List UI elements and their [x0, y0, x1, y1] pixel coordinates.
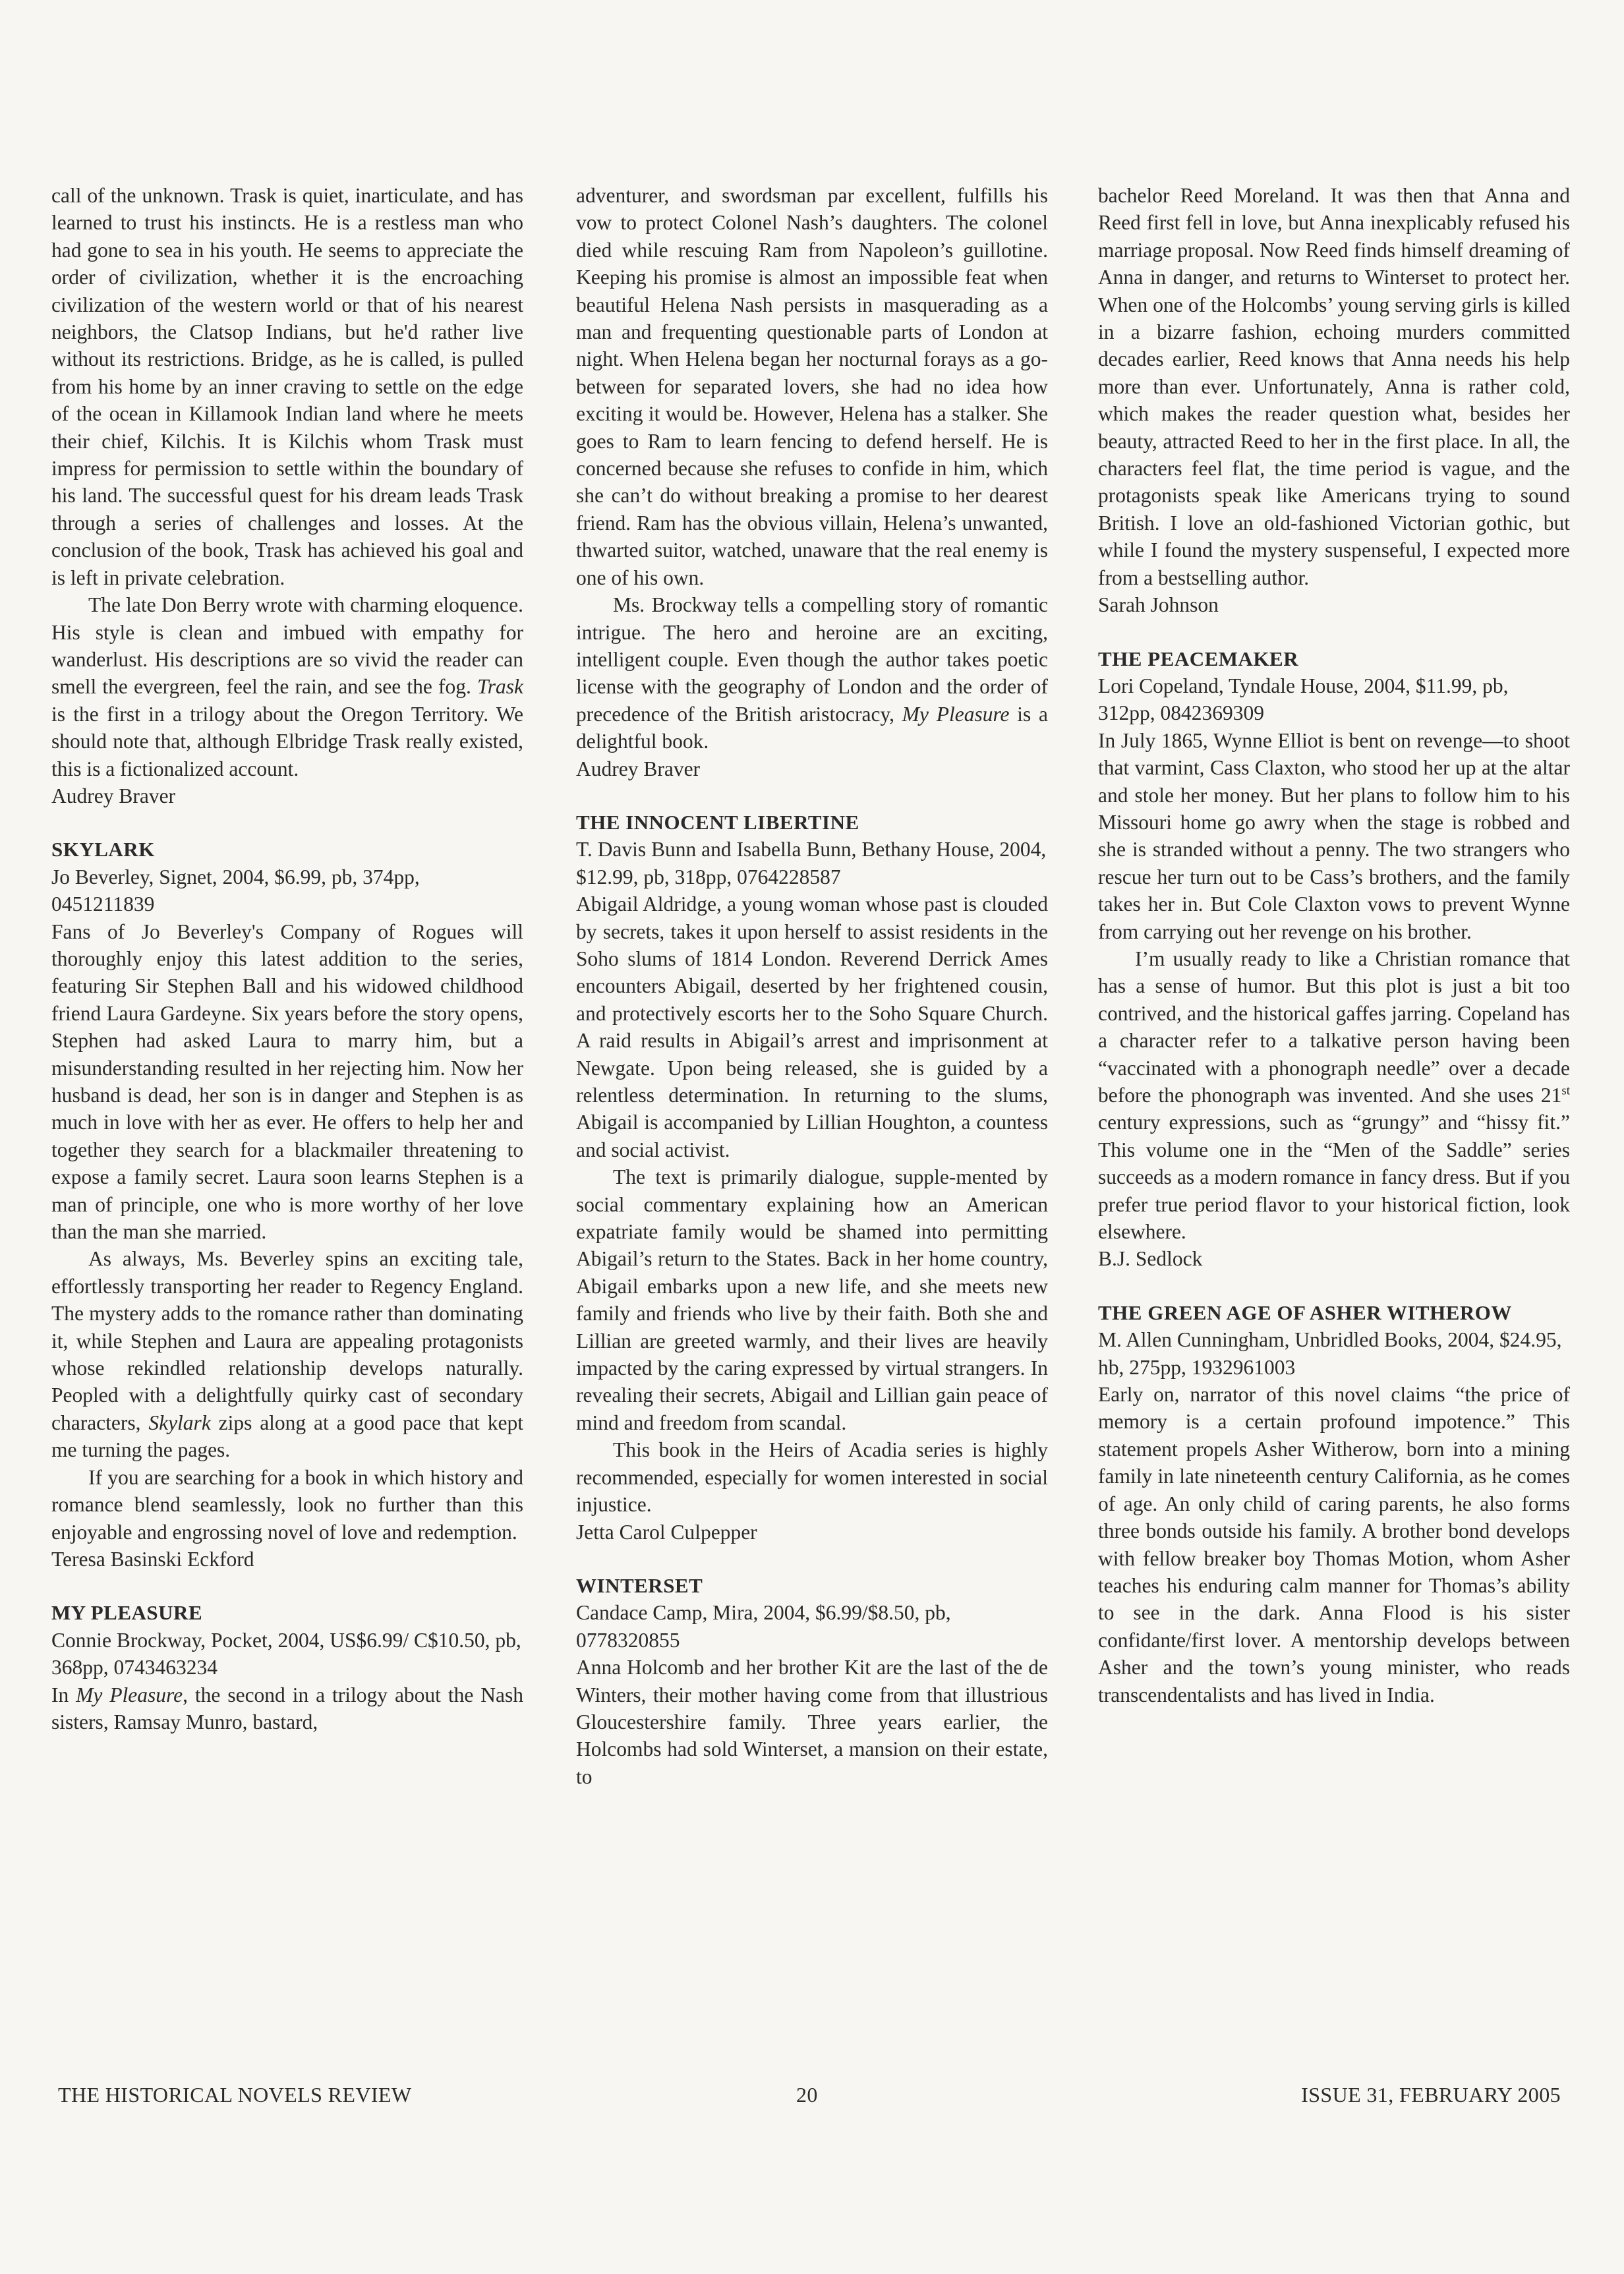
review-paragraph: adventurer, and swordsman par excellent, fulfills his vow to protect Colonel Nash’s daughters. The colonel died while rescuing Ram from Napoleon’s guillotine. Keeping his promise is almost an impossible feat when beautiful Helena Nash persists in masquerading as a man and frequenting questionable parts of London at night. When Helena began her nocturnal forays as a go-between for separated lovers, she had no idea how exciting it would be. However, Helena has a stalker. She goes to Ram to learn fencing to defend herself. He is concerned because she refuses to confide in him, which she can’t do without breaking a promise to her dearest friend. Ram has the obvious villain, Helena’s unwanted, thwarted suitor, watched, unaware that the real enemy is one of his own. — [576, 184, 1048, 589]
review-paragraph: Ms. Brockway tells a compelling story of romantic intrigue. The hero and heroine are an exciting, intelligent couple. Even though the author takes poetic license with the geography of London and the order of precedence of the British aristocracy, My Pleasure is a delightful book. — [576, 593, 1049, 753]
bibliographic-details: Candace Camp, Mira, 2004, $6.99/$8.50, pb, 0778320855 — [576, 1601, 951, 1652]
reviewer-name: B.J. Sedlock — [1098, 1247, 1203, 1271]
column-3 — [1098, 182, 1570, 1708]
footer-issue-date: ISSUE 31, FEBRUARY 2005 — [1301, 2083, 1561, 2107]
review-paragraph: Early on, narrator of this novel claims “the price of memory is a certain profound impotence.” This statement propels Asher Witherow, born into a mining family in late nineteenth century California, as he comes of age. An only child of caring parents, he also forms three bonds outside his family. A brother bond develops with fellow breaker boy Thomas Motion, whom Asher teaches his enduring calm manner for Thomas’s ability to see in the dark. Anna Flood is his sister confidante/first lover. A mentorship develops between Asher and the town’s young minister, who reads transcendentalists and has lived in India. — [1098, 1383, 1570, 1706]
bibliographic-details: M. Allen Cunningham, Unbridled Books, 2004, $24.95, hb, 275pp, 1932961003 — [1098, 1328, 1562, 1379]
review-paragraph: bachelor Reed Moreland. It was then that Anna and Reed first fell in love, but Anna inexplicably refused his marriage proposal. Now Reed finds himself dreaming of Anna in danger, and returns to Winterset to protect her. When one of the Holcombs’ young serving girls is killed in a bizarre fashion, echoing murders committed decades earlier, Reed knows that Anna needs his help more than ever. Unfortunately, Anna is rather cold, which makes the reader question what, besides her beauty, attracted Reed to her in the first place. In all, the characters feel flat, the time period is vague, and the protagonists speak like Americans trying to sound British. I love an old-fashioned Victorian gothic, but while I found the mystery suspenseful, I expected more from a bestselling author. — [1098, 184, 1570, 589]
bibliographic-details: Jo Beverley, Signet, 2004, $6.99, pb, 374pp, 0451211839 — [51, 865, 420, 916]
bibliographic-details: Lori Copeland, Tyndale House, 2004, $11.99, pb, 312pp, 0842369309 — [1098, 674, 1509, 725]
review-paragraph: Abigail Aldridge, a young woman whose past is clouded by secrets, takes it upon herself to assist residents in the Soho slums of 1814 London. Reverend Derrick Ames encounters Abigail, deserted by her frightened cousin, and protectively escorts her to the Soho Square Church. A raid results in Abigail’s arrest and imprisonment at Newgate. Upon being released, she is guided by a relentless determination. In returning to the slums, Abigail is accompanied by Lillian Houghton, a countess and social activist. — [576, 892, 1048, 1161]
reviewer-name: Sarah Johnson — [1098, 593, 1219, 617]
review-paragraph: The late Don Berry wrote with charming eloquence. His style is clean and imbued with empathy for wanderlust. His descriptions are so vivid the reader can smell the evergreen, feel the rain, and see the fog. Trask is the first in a trilogy about the Oregon Territory. We should note that, although Elbridge Trask really existed, this is a fictionalized account. — [51, 593, 523, 780]
review-title: SKYLARK — [51, 838, 155, 861]
review-paragraph: If you are searching for a book in which history and romance blend seamlessly, look no further than this enjoyable and engrossing novel of love and redemption. — [51, 1465, 523, 1544]
review-paragraph: This book in the Heirs of Acadia series is highly recommended, especially for women interested in social injustice. — [576, 1438, 1048, 1517]
reviewer-name: Jetta Carol Culpepper — [576, 1520, 757, 1544]
review-title: WINTERSET — [576, 1573, 703, 1597]
column-2 — [576, 182, 1048, 1790]
review-paragraph: call of the unknown. Trask is quiet, inarticulate, and has learned to trust his instincts. He is a restless man who had gone to sea in his youth. He seems to appreciate the order of civilization, whether it is the encroaching civilization of the western world or that of his nearest neighbors, the Clatsop Indians, but he'd rather live without its restrictions. Bridge, as he is called, is pulled from his home by an inner craving to settle on the edge of the ocean in Killamook Indian land where he meets their chief, Kilchis. It is Kilchis whom Trask must impress for permission to settle within the boundary of his land. The successful quest for his dream leads Trask through a series of challenges and losses. At the conclusion of the book, Trask has achieved his goal and is left in private celebration. — [51, 184, 523, 589]
review-paragraph: In July 1865, Wynne Elliot is bent on revenge—to shoot that varmint, Cass Claxton, who stood her up at the altar and stole her money. But her plans to follow him to his Missouri home go awry when the stage is robbed and she is stranded without a penny. The two strangers who rescue her turn out to be Cass’s brothers, and the family takes her in. But Cole Claxton vows to prevent Wynne from carrying out her revenge on his brother. — [1098, 728, 1570, 943]
review-paragraph: I’m usually ready to like a Christian romance that has a sense of humor. But this plot is just a bit too contrived, and the historical gaffes jarring. Copeland has a character refer to a talkative person having been “vaccinated with a phonograph needle” over a decade before the phonograph was invented. And she uses 21st century expressions, such as “grungy” and “hissy fit.” This volume one in the “Men of the Saddle” series succeeds as a modern romance in fancy dress. But if you prefer true period flavor to your historical fiction, look elsewhere. — [1098, 947, 1570, 1244]
reviewer-name: Teresa Basinski Eckford — [51, 1547, 254, 1571]
review-paragraph: In My Pleasure, the second in a trilogy about the Nash sisters, Ramsay Munro, bastard, — [51, 1683, 523, 1734]
footer-page-number: 20 — [796, 2083, 818, 2107]
reviewer-name: Audrey Braver — [576, 757, 701, 780]
review-title: THE GREEN AGE OF ASHER WITHEROW — [1098, 1300, 1512, 1324]
bibliographic-details: Connie Brockway, Pocket, 2004, US$6.99/ C$10.50, pb, 368pp, 0743463234 — [51, 1628, 521, 1679]
review-paragraph: The text is primarily dialogue, supple-mented by social commentary explaining how an American expatriate family would be shamed into permitting Abigail’s return to the States. Back in her home country, Abigail embarks upon a new life, and she meets new family and friends who live by their faith. Both she and Lillian are greeted warmly, and their lives are heavily impacted by the caring expressed by virtual strangers. In revealing their secrets, Abigail and Lillian gain peace of mind and freedom from scandal. — [576, 1165, 1048, 1434]
review-title: MY PLEASURE — [51, 1601, 203, 1625]
bibliographic-details: T. Davis Bunn and Isabella Bunn, Bethany House, 2004, $12.99, pb, 318pp, 0764228587 — [576, 838, 1047, 889]
review-paragraph: As always, Ms. Beverley spins an exciting tale, effortlessly transporting her reader to Regency England. The mystery adds to the romance rather than dominating it, while Stephen and Laura are appealing protagonists whose rekindled relationship develops naturally. Peopled with a delightfully quirky cast of secondary characters, Skylark zips along at a good pace that kept me turning the pages. — [51, 1247, 523, 1462]
reviewer-name: Audrey Braver — [51, 784, 176, 807]
footer-publication-title: THE HISTORICAL NOVELS REVIEW — [58, 2083, 412, 2107]
review-title: THE PEACEMAKER — [1098, 647, 1299, 670]
review-paragraph: Fans of Jo Beverley's Company of Rogues will thoroughly enjoy this latest addition to the series, featuring Sir Stephen Ball and his widowed childhood friend Laura Gardeyne. Six years before the story opens, Stephen had asked Laura to marry him, but a misunderstanding resulted in her rejecting him. Now her husband is dead, her son is in danger and Stephen is as much in love with her as ever. He offers to help her and together they search for a blackmailer threatening to expose a family secret. Laura soon learns Stephen is a man of principle, one who is more worthy of her love than the man she married. — [51, 919, 523, 1244]
review-paragraph: Anna Holcomb and her brother Kit are the last of the de Winters, their mother having come from that illustrious Gloucestershire family. Three years earlier, the Holcombs had sold Winterset, a mansion on their estate, to — [576, 1656, 1048, 1788]
review-title: THE INNOCENT LIBERTINE — [576, 810, 859, 834]
column-1 — [51, 182, 523, 1735]
